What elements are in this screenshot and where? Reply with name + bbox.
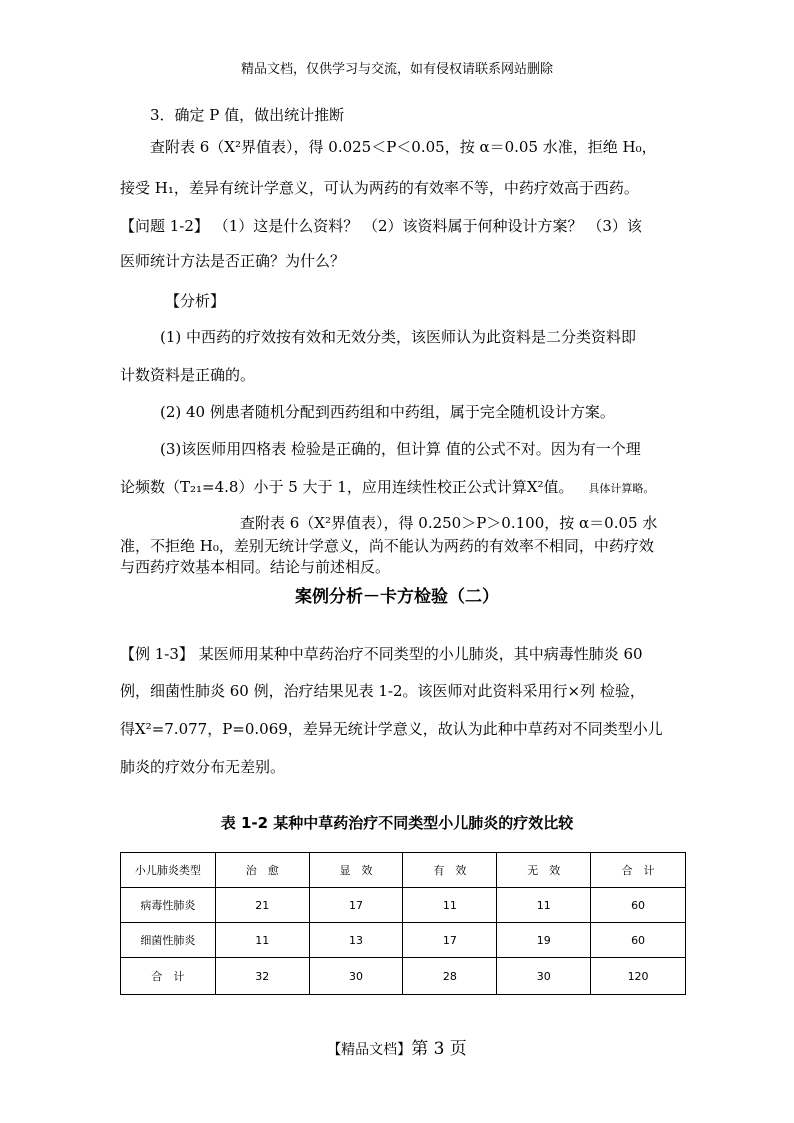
table-cell: 60	[591, 888, 686, 923]
text-line: 查附表 6（Χ²界值表），得 0.025＜P＜0.05，按 α＝0.05 水准，拒绝 H₀，	[150, 138, 657, 156]
text-line: 计数资料是正确的。	[120, 366, 256, 384]
page-header: 精品文档，仅供学习与交流，如有侵权请联系网站删除	[240, 62, 553, 77]
table-row	[121, 888, 686, 923]
text-line: 【例 1-3】 某医师用某种中草药治疗不同类型的小儿肺炎，其中病毒性肺炎 60	[120, 645, 643, 663]
table-cell: 28	[403, 958, 497, 995]
text-line: (1) 中西药的疗效按有效和无效分类，该医师认为此资料是二分类资料即	[160, 328, 637, 346]
table-cell: 21	[215, 888, 309, 923]
row-label: 病毒性肺炎	[121, 888, 216, 923]
table-cell: 30	[309, 958, 403, 995]
analysis-heading: 【分析】	[165, 292, 226, 310]
page-number: 第 3 页	[411, 1039, 467, 1059]
text-line: 得Χ²=7.077，P=0.069，差异无统计学意义，故认为此种中草药对不同类型小儿	[120, 720, 663, 738]
text-line: 例，细菌性肺炎 60 例，治疗结果见表 1-2。该医师对此资料采用行×列 检验，	[120, 682, 645, 700]
row-label: 细菌性肺炎	[121, 923, 216, 958]
table-header-row	[121, 853, 686, 888]
header-cell: 合 计	[591, 853, 686, 888]
header-cell: 治 愈	[215, 853, 309, 888]
table-title: 表 1-2 某种中草药治疗不同类型小儿肺炎的疗效比较	[220, 814, 574, 832]
table-cell: 13	[309, 923, 403, 958]
text-line: 3．确定 P 值，做出统计推断	[150, 106, 345, 124]
text-line: 医师统计方法是否正确？为什么？	[120, 252, 346, 270]
text-line	[120, 476, 654, 497]
header-cell: 小儿肺炎类型	[121, 853, 216, 888]
text-line: 接受 H₁，差异有统计学意义，可认为两药的有效率不等，中药疗效高于西药。	[120, 179, 639, 197]
header-cell: 无 效	[497, 853, 591, 888]
results-table	[120, 852, 686, 995]
text-span: 论频数（T₂₁=4.8）小于 5 大于 1，应用连续性校正公式计算Χ²值。	[120, 478, 574, 496]
table-cell: 11	[497, 888, 591, 923]
text-line: (3)该医师用四格表 检验是正确的，但计算 值的公式不对。因为有一个理	[160, 440, 641, 458]
table-cell: 120	[591, 958, 686, 995]
footer-tag: 【精品文档】	[327, 1042, 412, 1058]
text-line: (2) 40 例患者随机分配到西药组和中药组，属于完全随机设计方案。	[160, 403, 615, 421]
header-cell: 显 效	[309, 853, 403, 888]
table-cell: 30	[497, 958, 591, 995]
text-line: 准，不拒绝 H₀，差别无统计学意义，尚不能认为两药的有效率不相同，中药疗效	[120, 537, 654, 555]
table-cell: 17	[309, 888, 403, 923]
section-title: 案例分析－卡方检验（二）	[295, 587, 499, 607]
table-cell: 19	[497, 923, 591, 958]
header-cell: 有 效	[403, 853, 497, 888]
table-cell: 11	[215, 923, 309, 958]
text-line: 肺炎的疗效分布无差别。	[120, 758, 286, 776]
table-cell: 60	[591, 923, 686, 958]
table-row	[121, 923, 686, 958]
table-cell: 32	[215, 958, 309, 995]
note-small: 具体计算略。	[588, 482, 655, 495]
text-line: 查附表 6（Χ²界值表），得 0.250＞P＞0.100，按 α＝0.05 水	[240, 514, 658, 532]
text-line: 【问题 1-2】 （1）这是什么资料？ （2）该资料属于何种设计方案？ （3）该	[120, 217, 642, 235]
page-footer	[0, 1034, 794, 1059]
text-line: 与西药疗效基本相同。结论与前述相反。	[120, 558, 391, 576]
row-label: 合 计	[121, 958, 216, 995]
table-cell: 11	[403, 888, 497, 923]
table-row	[121, 958, 686, 995]
table-cell: 17	[403, 923, 497, 958]
